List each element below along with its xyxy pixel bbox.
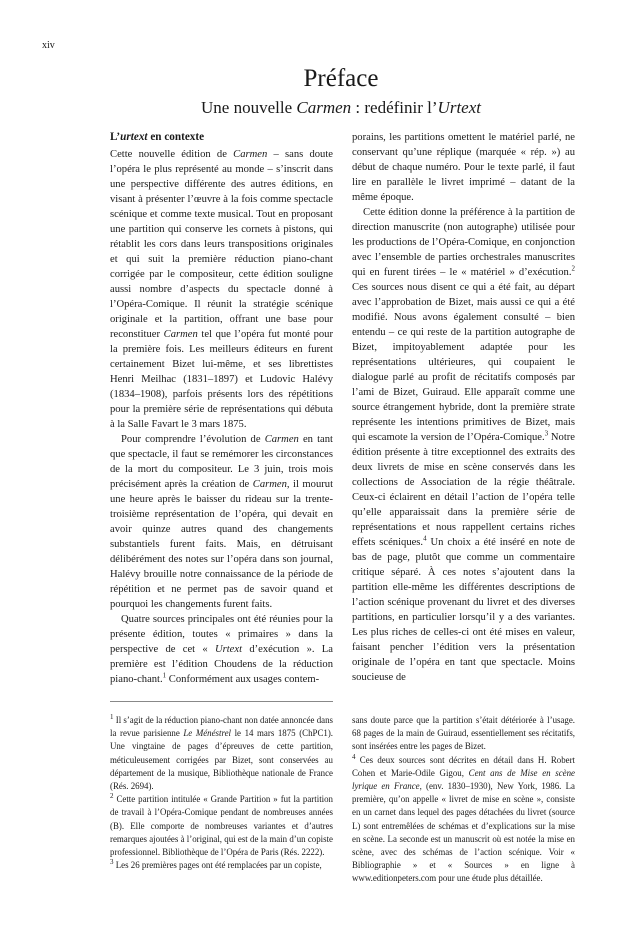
italic-text: Carmen — [233, 149, 268, 160]
text-run: en tant que spectacle, il faut se remémorer les circonstances de la mort du compositeur. Le 3 juin, trois mois précisément après la création de — [110, 434, 334, 490]
italic-text: Urtext — [437, 98, 481, 117]
text-run: porains, les partitions omettent le matériel parlé, ne conservant qu’une réplique (marquée « rép. ») au début de chaque numéro. Pour le texte parlé, il faut lire en parallèle le livret imprimé – datant de la même époque. — [352, 132, 575, 203]
paragraph — [110, 793, 333, 859]
italic-text: Cent ans de Mise en scène lyrique en France — [352, 767, 575, 792]
footnote-divider — [110, 701, 333, 702]
footnote-reference: 1 — [162, 671, 167, 680]
paragraph — [352, 754, 575, 886]
paragraph — [352, 714, 575, 754]
text-run: Conformément aux usages contem- — [166, 674, 320, 685]
footnote-reference: 1 — [110, 713, 114, 722]
footnote-reference: 2 — [110, 792, 114, 801]
text-run: Quatre sources principales ont été réunies pour la présente édition, toutes « primaires » dans la perspective de cet « — [110, 614, 333, 655]
paragraph — [110, 432, 333, 612]
text-run: Un choix a été inséré en note de bas de page, plutôt que comme un commentaire critique séparé. À ces notes s’ajoutent dans la partition elle-même les différentes descriptions de l’action scénique provenant du livret et des diverses partitions, en particulier lorsqu’il y a des variantes. Les plus riches de celles-ci ont été mises en valeur, faisant pencher l’édition vers la présentation originale de l’opéra en tant que spectacle. Moins soucieuse de — [352, 537, 575, 683]
paragraph — [352, 205, 575, 685]
left-paragraphs — [110, 147, 333, 687]
text-run: Les 26 premières pages ont été remplacées par un copiste, — [113, 860, 322, 871]
italic-text: Carmen — [296, 98, 352, 117]
footnote-reference: 4 — [352, 752, 356, 761]
page-subtitle — [110, 97, 572, 118]
text-run: L’ — [110, 131, 121, 143]
text-run: Ces sources nous disent ce qui a été fait, au départ avec l’approbation de Bizet, mais aussi ce qui a été modifié. Nous avons également consulté – bien entendu – ce qui reste de la partition autographe de Bizet, impitoyablement adaptée pour les représentations ultérieures, qui coupaient le dialogue parlé au profit de récitatifs composés par l’ami de Bizet, Guiraud. Elle apparaît comme une source étrangement hybride, dont la première strate représente les intentions primitives de Bizet, mais qui escamote la version de l’Opéra-Comique. — [352, 282, 575, 443]
italic-text: Carmen — [163, 329, 198, 340]
italic-text: Carmen — [252, 479, 287, 490]
right-paragraphs — [352, 130, 575, 685]
paragraph — [352, 130, 575, 205]
footnote-reference: 3 — [544, 429, 549, 438]
text-run: en contexte — [147, 131, 205, 143]
footnotes-left — [110, 714, 333, 872]
section-heading — [110, 130, 333, 145]
text-run: Pour comprendre l’évolution de — [121, 434, 265, 445]
text-run: sans doute parce que la partition s’était détériorée à l’usage. 68 pages de la main de Guiraud, essentiellement ses récitatifs, sont insérées entre les pages de Bizet. — [352, 715, 575, 752]
italic-text: Urtext — [214, 644, 243, 655]
page-title: Préface — [303, 65, 379, 92]
italic-text: urtext — [120, 131, 148, 143]
paragraph — [110, 714, 333, 793]
footnote-reference: 3 — [110, 858, 114, 867]
paragraph — [110, 612, 333, 687]
text-run: – sans doute l’opéra le plus représenté au monde – s’inscrit dans une perspective différente des autres éditions, en visant à présenter l’œuvre à la fois comme spectacle scénique et comme texte musical. Tout en proposant une partition qui conserve les cornets à pistons, qui rétablit les cors dans leurs transpositions originales et qui suit la première réduction piano-chant corrigée par le compositeur, cette édition souligne aussi nombre d’aspects du spectacle donné à l’Opéra-Comique. Il réunit la stratégie scénique originale et la partition, offrant une base pour reconstituer — [110, 149, 333, 340]
text-run: Cette nouvelle édition de — [110, 149, 234, 160]
paragraph — [110, 859, 333, 872]
text-run: Cette édition donne la préférence à la partition de direction manuscrite (non autographe) utilisée pour les productions de l’Opéra-Comique, en conjonction avec l’ensemble de parties orchestrales manuscrites qui en furent tirées – le « matériel » d’exécution. — [352, 207, 575, 278]
text-run: , (env. 1830–1930), New York, 1986. La première, qu’on appelle « livret de mise en scène », consiste en un carnet dans lequel des pages détachées du livret (source L) sont entremêlées de schémas et d’explications sur la mise en scène. La seconde est un manuscrit où est notée la mise en scène, avec des schémas de l’action scénique. Voir « Bibliographie » et « Sources » en ligne à www.editionpeters.com pour une étude plus détaillée. — [352, 781, 575, 884]
text-run: Il s’agit de la réduction piano-chant non datée annoncée dans la revue parisienne — [110, 715, 333, 739]
left-column — [110, 130, 333, 687]
footnote-reference: 2 — [571, 264, 575, 273]
text-run: Une nouvelle — [201, 98, 297, 117]
italic-text: Carmen — [264, 434, 299, 445]
italic-text: Le Ménéstrel — [183, 728, 231, 739]
footnote-reference: 4 — [423, 534, 427, 543]
footnotes-right — [352, 714, 575, 886]
text-run: tel que l’opéra fut monté pour la première fois. Les meilleurs éditeurs en furent certainement Bizet lui-même, et ses librettistes Henri Meilhac (1831–1897) et Ludovic Halévy (1834–1908), parfois présents lors des répétitions pour la première série de représentations qui débuta à la Salle Favart le 3 mars 1875. — [110, 329, 334, 430]
text-run: Ces deux sources sont décrites en détail dans H. Robert Cohen et Marie-Odile Gigou, — [352, 754, 575, 778]
footnotes — [110, 714, 640, 886]
text-run: le 14 mars 1875 (ChPC1). Une vingtaine de pages d’épreuves de cette partition, méticuleusement corrigées par Bizet, sont conservées au département de la musique, Bibliothèque nationale de France (Rés. 2694). — [110, 728, 333, 792]
text-run: Notre édition présente à titre exceptionnel des extraits des deux livrets de mise en scène conservés dans les collections de Association de la régie théâtrale. Ceux-ci éclairent en détail l’action de l’opéra telle qu’elle apparaissait dans la première série de représentations et nous rappellent certains riches effets scéniques. — [352, 432, 575, 548]
text-run: Cette partition intitulée « Grande Partition » fut la partition de travail à l’Opéra-Comique pendant de nombreuses années (B). Elle comporte de nombreuses variantes et d’autres remarques ajoutées à l’original, qui est de la main d’un copiste professionnel. Bibliothèque de l’Opéra de Paris (Rés. 2222). — [110, 794, 333, 858]
text-run: d’exécution ». La première est l’édition Choudens de la réduction piano-chant. — [110, 644, 333, 685]
body-columns — [110, 130, 640, 687]
paragraph — [110, 147, 333, 432]
page-number: xiv — [42, 40, 55, 51]
right-column — [352, 130, 575, 685]
text-run: , il mourut une heure après le baisser du rideau sur la trente-troisième représentation de l’opéra, qui devait en avoir quinze autres quand des changements substantiels furent faits. Mais, en détruisant délibérément des notes sur l’opéra dans son journal, Halévy brouille notre connaissance de la période de répétition et ne permet pas de savoir quand et pourquoi les changements furent faits. — [110, 479, 334, 610]
text-run: : redéfinir l’ — [351, 98, 438, 117]
